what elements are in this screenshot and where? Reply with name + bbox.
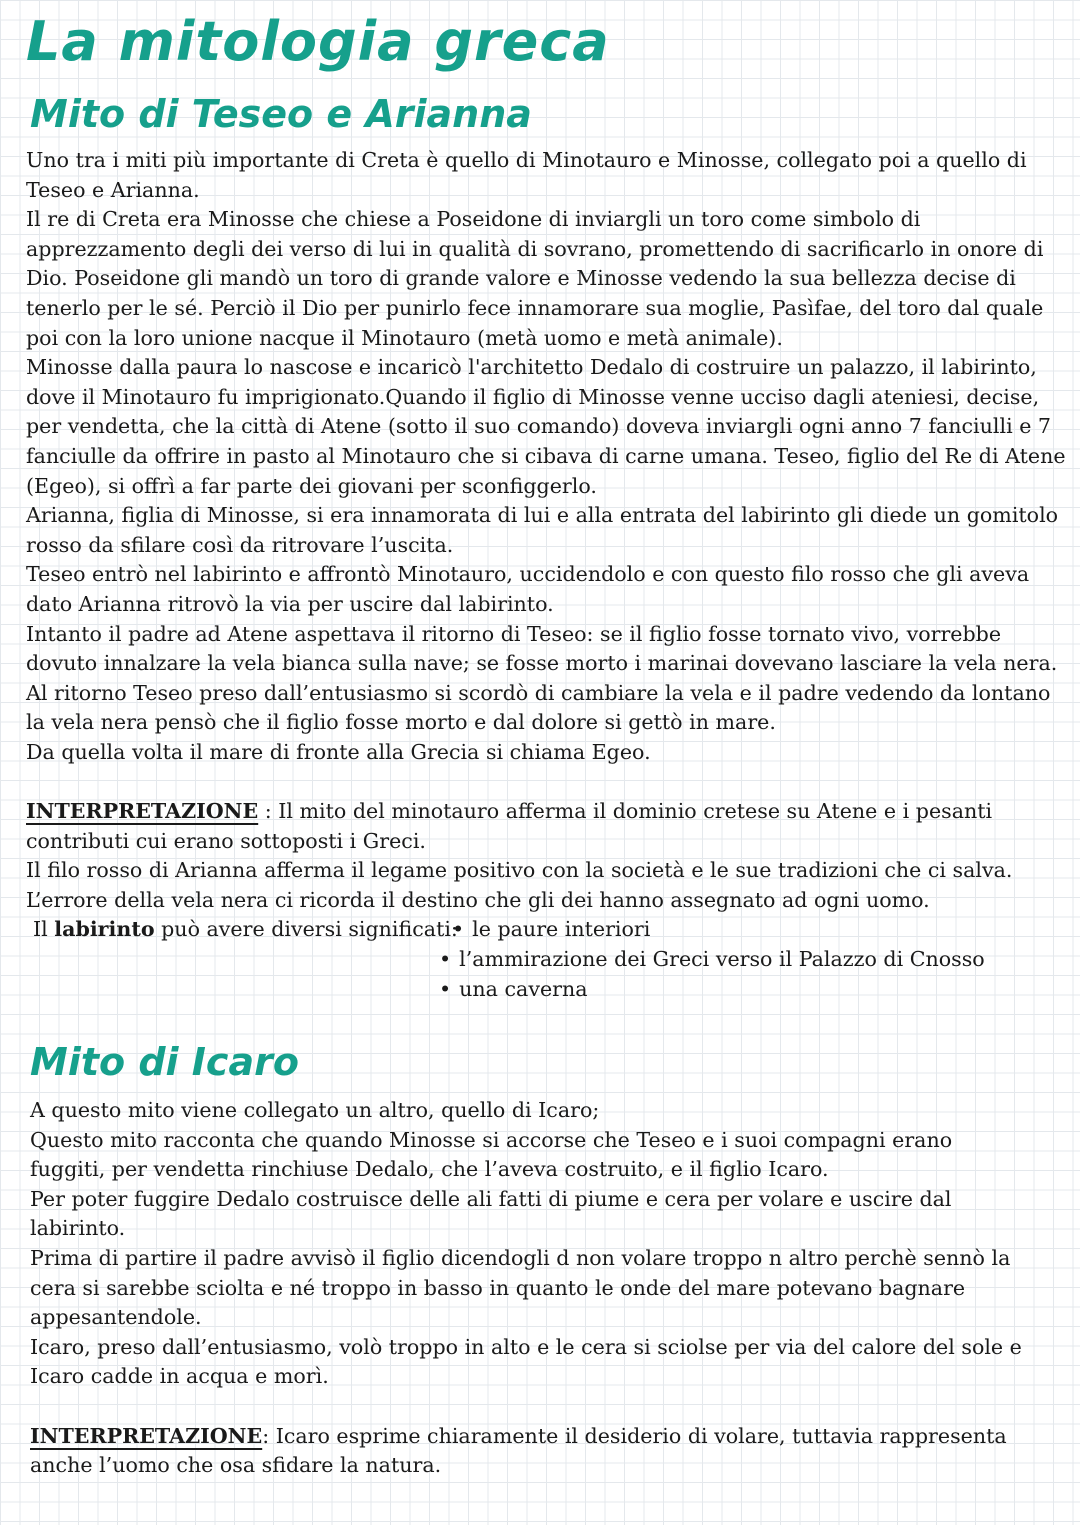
interpretation <box>30 1422 1030 1481</box>
paragraph: Da quella volta il mare di fronte alla Grecia si chiama Egeo. <box>26 739 651 764</box>
paragraph: Icaro, preso dall’entusiasmo, volò troppo in alto e le cera si sciolse per via del calore del sole e Icaro cadde in acqua e morì. <box>30 1334 1022 1389</box>
paragraph: Minosse dalla paura lo nascose e incaricò l'architetto Dedalo di costruire un palazzo, il labirinto, dove il Minotauro fu imprigionato.Quando il figlio di Minosse venne ucciso dagli ateniesi, decise, per vendetta, che la città di Atene (sotto il suo comando) doveva inviargli ogni anno 7 fanciulli e 7 fanciulle da offrire in pasto al Minotauro che si cibava di carne umana. Teseo, figlio del Re di Atene (Egeo), si offrì a far parte dei giovani per sconfiggerlo. <box>26 355 1066 498</box>
interpretation-label: INTERPRETAZIONE <box>30 1423 263 1448</box>
paragraph: Il re di Creta era Minosse che chiese a Poseidone di inviargli un toro come simbolo di apprezzamento degli dei verso di lui in qualità di sovrano, promettendo di sacrificarlo in onore di Dio. Poseidone gli mandò un toro di grande valore e Minosse vedendo la sua bellezza decise di tenerlo per le sé. Perciò il Dio per punirlo fece innamorare sua moglie, Pasìfae, del toro dal quale poi con la loro unione nacque il Minotauro (metà uomo e metà animale). <box>26 207 1044 350</box>
section-body-teseo <box>26 146 1066 1001</box>
page-title: La mitologia greca <box>26 10 610 73</box>
list-item: • le paure interiori <box>452 915 985 945</box>
paragraph: Per poter fuggire Dedalo costruisce delle ali fatti di piume e cera per volare e uscire dal labirinto. <box>30 1186 952 1241</box>
labyrinth-intro: Il labirinto può avere diversi significati: <box>33 917 458 942</box>
paragraph: Teseo entrò nel labirinto e affrontò Minotauro, uccidendolo e con questo filo rosso che gli aveva dato Arianna ritrovò la via per uscire dal labirinto. <box>26 562 1030 616</box>
paragraph: Al ritorno Teseo preso dall’entusiasmo si scordò di cambiare la vela e il padre vedendo da lontano la vela nera pensò che il figlio fosse morto e dal dolore si gettò in mare. <box>26 680 1051 735</box>
interpretation <box>26 797 1066 856</box>
paragraph: A questo mito viene collegato un altro, quello di Icaro; <box>30 1098 600 1122</box>
paragraph: Arianna, figlia di Minosse, si era innamorata di lui e alla entrata del labirinto gli diede un gomitolo rosso da sfilare così da ritrovare l’uscita. <box>26 503 1059 557</box>
interpretation-label: INTERPRETAZIONE <box>26 799 259 824</box>
interpretation-text: : Icaro esprime chiaramente il desiderio di volare, tuttavia rappresenta anche l’uomo che osa sfidare la natura. <box>30 1423 1007 1478</box>
list-item: • una caverna <box>439 975 985 1005</box>
section-heading-teseo: Mito di Teseo e Arianna <box>30 92 532 136</box>
interpretation-line: Il filo rosso di Arianna afferma il legame positivo con la società e le sue tradizioni che ci salva. <box>26 858 1013 883</box>
labyrinth-word: labirinto <box>54 917 155 942</box>
paragraph: Prima di partire il padre avvisò il figlio dicendogli d non volare troppo n altro perchè sennò la cera si sarebbe sciolta e né troppo in basso in quanto le onde del mare potevano bagnare appesantendole. <box>30 1245 1011 1330</box>
paragraph: Questo mito racconta che quando Minosse si accorse che Teseo e i suoi compagni erano fuggiti, per vendetta rinchiuse Dedalo, che l’aveva costruito, e il figlio Icaro. <box>30 1127 953 1182</box>
section-body-icaro <box>30 1096 1030 1481</box>
paragraph: Intanto il padre ad Atene aspettava il ritorno di Teseo: se il figlio fosse tornato vivo, vorrebbe dovuto innalzare la vela bianca sulla nave; se fosse morto i marinai dovevano lasciare la vela nera. <box>26 621 1058 676</box>
paragraph: Uno tra i miti più importante di Creta è quello di Minotauro e Minosse, collegato poi a quello di Teseo e Arianna. <box>26 148 1027 202</box>
section-heading-icaro: Mito di Icaro <box>30 1040 299 1084</box>
list-item: • l’ammirazione dei Greci verso il Palazzo di Cnosso <box>439 945 985 975</box>
interpretation-text: : Il mito del minotauro afferma il dominio cretese su Atene e i pesanti contributi cui erano sottoposti i Greci. <box>26 799 993 853</box>
meaning-list <box>439 915 985 1004</box>
interpretation-line: L’errore della vela nera ci ricorda il destino che gli dei hanno assegnato ad ogni uomo. <box>26 887 930 912</box>
labyrinth-meanings <box>26 915 1066 1001</box>
